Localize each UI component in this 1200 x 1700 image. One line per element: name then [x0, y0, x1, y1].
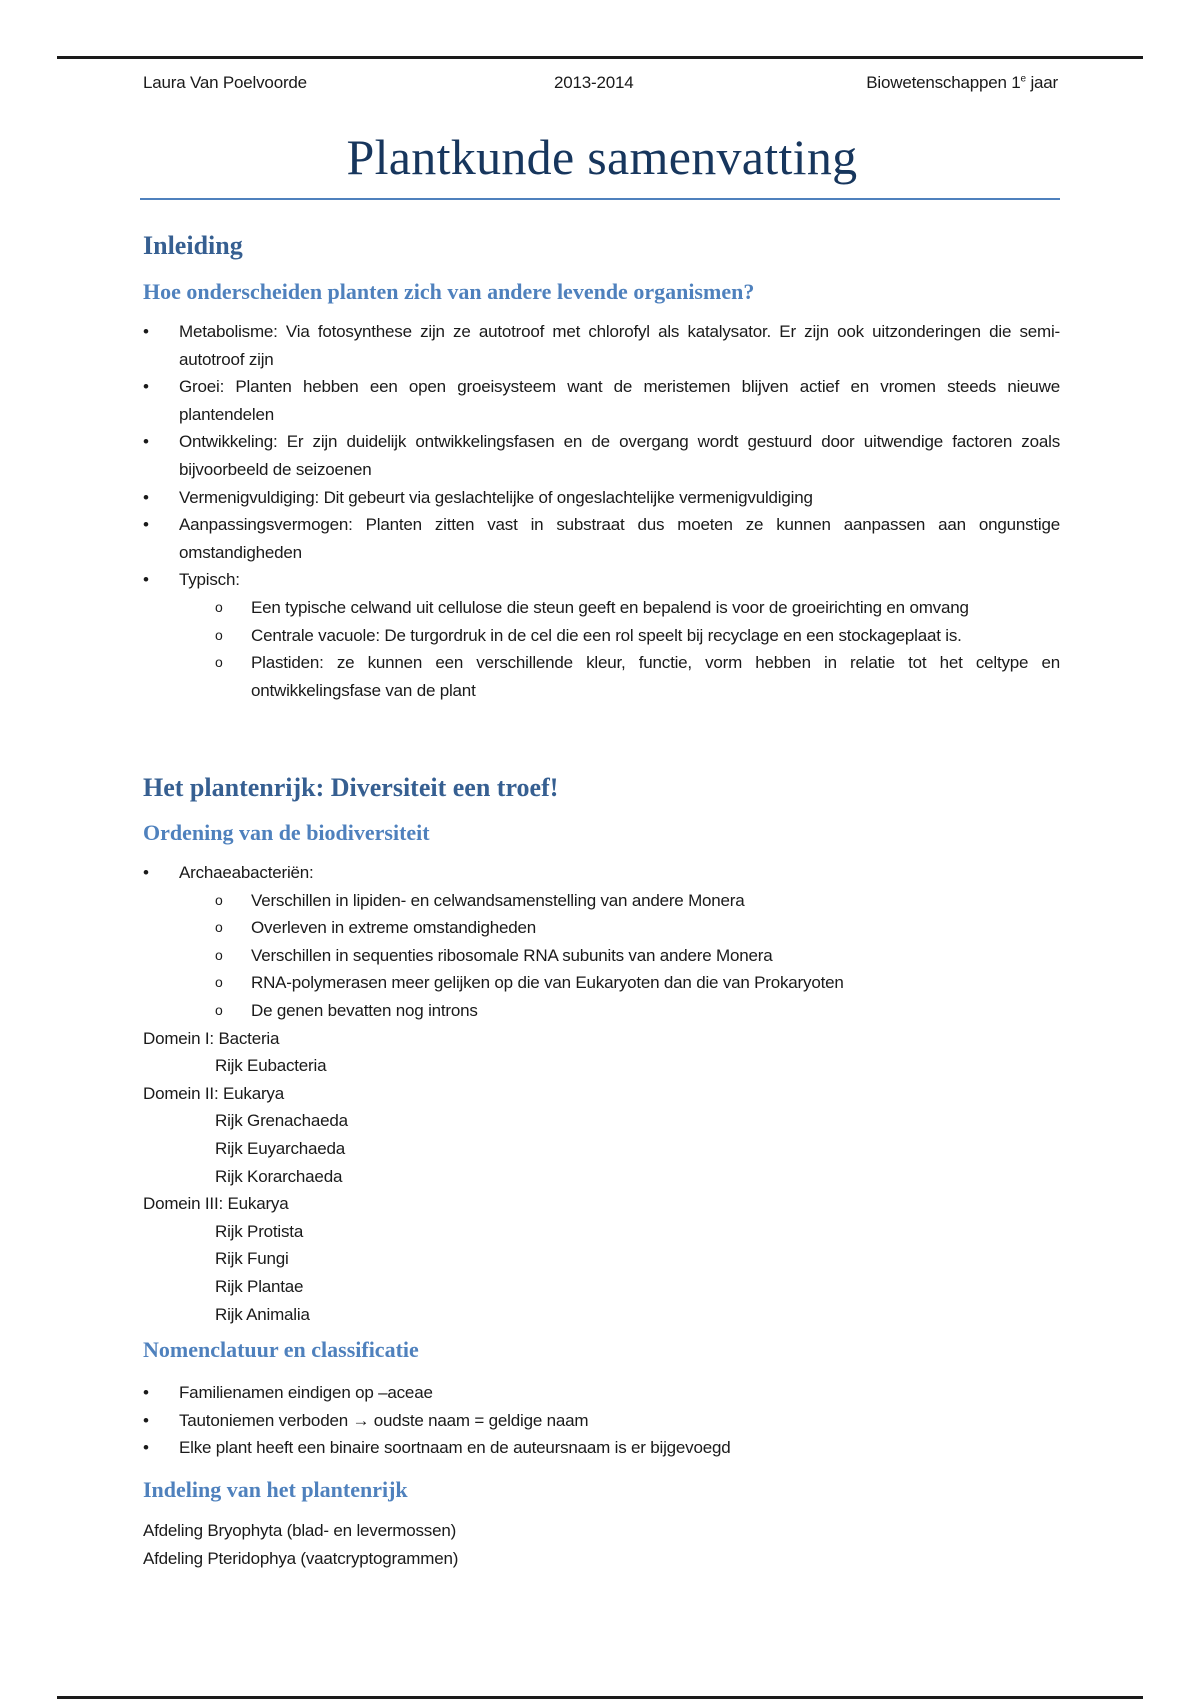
- list-item-text: Ontwikkeling: Er zijn duidelijk ontwikkelingsfasen en de overgang wordt gestuurd door uitwendige factoren zoals bijvoorbeeld de seizoenen: [179, 432, 1060, 479]
- nomenclatuur-list: [143, 1379, 1060, 1462]
- list-item-text: Elke plant heeft een binaire soortnaam en de auteursnaam is er bijgevoegd: [179, 1438, 731, 1458]
- list-item-text: Metabolisme: Via fotosynthese zijn ze autotroof met chlorofyl als katalysator. Er zijn ook uitzonderingen die semi-autotroof zijn: [179, 322, 1060, 369]
- bullet-icon: •: [143, 377, 149, 397]
- list-item-text: Archaeabacteriën:: [179, 863, 314, 882]
- subheading-onderscheiden: Hoe onderscheiden planten zich van andere levende organismen?: [143, 279, 755, 304]
- list-item: [143, 1379, 1060, 1407]
- list-item: [143, 511, 1060, 566]
- ordening-list: [143, 859, 1060, 1328]
- circle-bullet-icon: o: [215, 598, 223, 615]
- footer-rule: [57, 1696, 1143, 1699]
- rijk-line: Rijk Grenachaeda: [215, 1111, 348, 1131]
- sub-list-item-text: Plastiden: ze kunnen een verschillende kleur, functie, vorm hebben in relatie tot het celtype en ontwikkelingsfase van de plant: [251, 653, 1060, 700]
- circle-bullet-icon: o: [215, 891, 223, 908]
- list-item: [143, 318, 1060, 373]
- list-item-text: Tautoniemen verboden → oudste naam = geldige naam: [179, 1410, 589, 1430]
- list-item: [143, 566, 1060, 594]
- header-course-suffix: jaar: [1025, 73, 1058, 92]
- sub-list-item-text: Een typische celwand uit cellulose die steun geeft en bepalend is voor de groeirichting en omvang: [251, 597, 969, 617]
- header-course-sup: e: [1020, 73, 1026, 85]
- list-item: [143, 373, 1060, 428]
- header-course: [866, 73, 1058, 93]
- list-item-text: Typisch:: [179, 570, 240, 590]
- sub-list-item-text: Verschillen in lipiden- en celwandsamenstelling van andere Monera: [251, 890, 745, 910]
- subheading-nomenclatuur: Nomenclatuur en classificatie: [143, 1337, 419, 1362]
- circle-bullet-icon: o: [215, 919, 223, 936]
- subheading-indeling: Indeling van het plantenrijk: [143, 1477, 408, 1502]
- indeling-list: [143, 1517, 1060, 1572]
- domein-line: Domein II: Eukarya: [143, 1083, 284, 1103]
- rijk-line: Rijk Eubacteria: [215, 1056, 327, 1076]
- sub-list-item-text: Overleven in extreme omstandigheden: [251, 918, 536, 938]
- list-item: [143, 1407, 1060, 1435]
- circle-bullet-icon: o: [215, 946, 223, 963]
- rijk-line: Rijk Euyarchaeda: [215, 1138, 346, 1158]
- circle-bullet-icon: o: [215, 974, 223, 991]
- domain-list: [143, 1025, 1060, 1329]
- rijk-line: Rijk Protista: [215, 1221, 304, 1241]
- list-item: [143, 859, 1060, 887]
- heading-inleiding: Inleiding: [143, 231, 243, 260]
- domein-line: Domein I: Bacteria: [143, 1028, 280, 1048]
- header-course-text: Biowetenschappen 1: [866, 73, 1021, 92]
- bullet-icon: •: [143, 1410, 149, 1430]
- sub-list-item: [143, 942, 1060, 970]
- circle-bullet-icon: o: [215, 626, 223, 643]
- rijk-line: Rijk Korarchaeda: [215, 1166, 343, 1186]
- bullet-icon: •: [143, 515, 149, 535]
- list-item: [143, 1434, 1060, 1462]
- subheading-ordening: Ordening van de biodiversiteit: [143, 820, 430, 845]
- list-item: [143, 484, 1060, 512]
- page-title: Plantkunde samenvatting: [346, 129, 858, 185]
- bullet-icon: •: [143, 1438, 149, 1458]
- header-year: 2013-2014: [554, 73, 634, 92]
- list-item-text: Familienamen eindigen op –aceae: [179, 1383, 433, 1402]
- afdeling-line: Afdeling Pteridophya (vaatcryptogrammen): [143, 1548, 459, 1568]
- list-item-text: Vermenigvuldiging: Dit gebeurt via geslachtelijke of ongeslachtelijke vermenigvuldiging: [179, 487, 813, 507]
- bullet-icon: •: [143, 1383, 149, 1402]
- bullet-icon: •: [143, 863, 149, 882]
- sub-list-item-text: RNA-polymerasen meer gelijken op die van Eukaryoten dan die van Prokaryoten: [251, 973, 844, 993]
- heading-plantenrijk: Het plantenrijk: Diversiteit een troef!: [143, 773, 559, 802]
- sub-list-item: [143, 649, 1060, 704]
- rijk-line: Rijk Animalia: [215, 1304, 310, 1324]
- header-rule: [57, 56, 1143, 59]
- bullet-icon: •: [143, 487, 149, 507]
- sub-list-item-text: De genen bevatten nog introns: [251, 1000, 478, 1020]
- circle-bullet-icon: o: [215, 1001, 223, 1018]
- sub-list-item: [143, 887, 1060, 915]
- sub-list-item: [143, 997, 1060, 1025]
- inleiding-list: [143, 318, 1060, 704]
- list-item: [143, 428, 1060, 483]
- header-author: Laura Van Poelvoorde: [143, 73, 307, 92]
- list-item-text: Aanpassingsvermogen: Planten zitten vast in substraat dus moeten ze kunnen aanpassen aan ongunstige omstandigheden: [179, 515, 1060, 562]
- sub-list-item: [143, 622, 1060, 650]
- circle-bullet-icon: o: [215, 654, 223, 671]
- sub-list-item: [143, 969, 1060, 997]
- domein-line: Domein III: Eukarya: [143, 1194, 289, 1214]
- sub-list-item: [143, 914, 1060, 942]
- bullet-icon: •: [143, 322, 149, 341]
- rijk-line: Rijk Fungi: [215, 1249, 289, 1269]
- sub-list-item: [143, 594, 1060, 622]
- rijk-line: Rijk Plantae: [215, 1276, 304, 1296]
- afdeling-line: Afdeling Bryophyta (blad- en levermossen): [143, 1521, 457, 1540]
- bullet-icon: •: [143, 432, 149, 452]
- sub-list-item-text: Centrale vacuole: De turgordruk in de cel die een rol speelt bij recyclage en een stockageplaat is.: [251, 625, 962, 645]
- list-item-text: Groei: Planten hebben een open groeisysteem want de meristemen blijven actief en vromen steeds nieuwe plantendelen: [179, 377, 1060, 424]
- sub-list-item-text: Verschillen in sequenties ribosomale RNA subunits van andere Monera: [251, 945, 773, 965]
- title-underline: [140, 198, 1060, 200]
- bullet-icon: •: [143, 570, 149, 590]
